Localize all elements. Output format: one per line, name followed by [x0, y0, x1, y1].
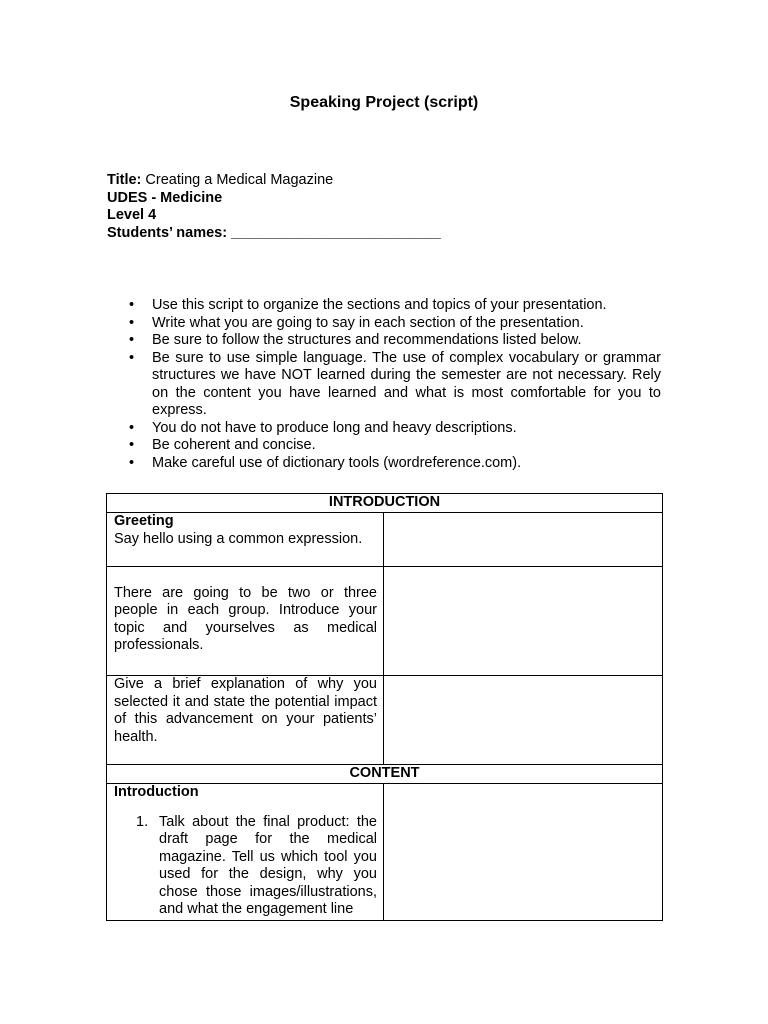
instruction-item — [107, 437, 661, 455]
table-row — [107, 784, 663, 921]
bullet-icon: • — [129, 314, 135, 331]
instruction-text: You do not have to produce long and heavy descriptions. — [152, 419, 517, 436]
meta-title-label: Title: — [107, 172, 142, 188]
greeting-heading: Greeting — [114, 513, 174, 529]
meta-students-blank: __________________________ — [227, 224, 441, 241]
blank-line — [114, 567, 377, 585]
answer-cell[interactable] — [384, 567, 663, 676]
bullet-icon: • — [129, 419, 135, 436]
prompt-cell — [107, 567, 384, 676]
introduction-header: INTRODUCTION — [107, 494, 663, 513]
instruction-text: Be sure to use simple language. The use of complex vocabulary or grammar structures we have NOT learned during the semester are not necessary. Rely on the content you have learned and what is most comfortable for you to express. — [152, 349, 661, 418]
meta-title-line — [107, 172, 667, 190]
explain-text: Give a brief explanation of why you selected it and state the potential impact of this advancement on your patients’ health. — [114, 676, 377, 745]
table-header-row — [107, 494, 663, 513]
instruction-text: Use this script to organize the sections and topics of your presentation. — [152, 297, 607, 313]
item-text: Talk about the final product: the draft page for the medical magazine. Tell us which tool you used for the design, why you chose those images/illustrations, and what the engagement line — [159, 813, 377, 917]
instruction-text: Be coherent and concise. — [152, 437, 316, 453]
meta-students-label: Students’ names: — [107, 224, 228, 241]
introduce-text: There are going to be two or three people in each group. Introduce your topic and yourselves as medical professionals. — [114, 584, 377, 653]
table-row — [107, 676, 663, 765]
numbered-item — [114, 814, 377, 919]
prompt-cell — [107, 513, 384, 567]
bullet-icon: • — [129, 454, 135, 471]
greeting-text: Say hello using a common expression. — [114, 530, 363, 547]
instruction-item — [107, 315, 661, 333]
meta-students-line — [107, 225, 667, 243]
table-row — [107, 567, 663, 676]
item-number: 1. — [136, 813, 149, 830]
meta-title-value: Creating a Medical Magazine — [141, 172, 334, 188]
answer-cell[interactable] — [384, 676, 663, 765]
prompt-cell — [107, 676, 384, 765]
instruction-item — [107, 420, 661, 438]
instruction-item — [107, 332, 661, 350]
project-meta — [107, 172, 667, 242]
instruction-item — [107, 297, 661, 315]
bullet-icon: • — [129, 437, 135, 453]
instruction-text: Be sure to follow the structures and recommendations listed below. — [152, 332, 582, 348]
bullet-icon: • — [129, 349, 135, 366]
meta-course: UDES - Medicine — [107, 189, 223, 206]
table-row — [107, 513, 663, 567]
content-intro-heading: Introduction — [114, 784, 199, 800]
script-table — [106, 493, 663, 921]
table-header-row — [107, 765, 663, 784]
meta-level: Level 4 — [107, 207, 157, 223]
answer-cell[interactable] — [384, 784, 663, 921]
instruction-text: Make careful use of dictionary tools (wordreference.com). — [152, 454, 522, 471]
instruction-item — [107, 455, 661, 473]
content-intro-box — [114, 784, 377, 920]
instruction-list — [107, 297, 661, 472]
bullet-icon: • — [129, 297, 135, 313]
bullet-icon: • — [129, 332, 135, 348]
instruction-text: Write what you are going to say in each section of the presentation. — [152, 314, 584, 331]
answer-cell[interactable] — [384, 513, 663, 567]
instruction-item — [107, 350, 661, 420]
content-header: CONTENT — [107, 765, 663, 784]
page-title: Speaking Project (script) — [289, 94, 479, 111]
prompt-cell — [107, 784, 384, 921]
